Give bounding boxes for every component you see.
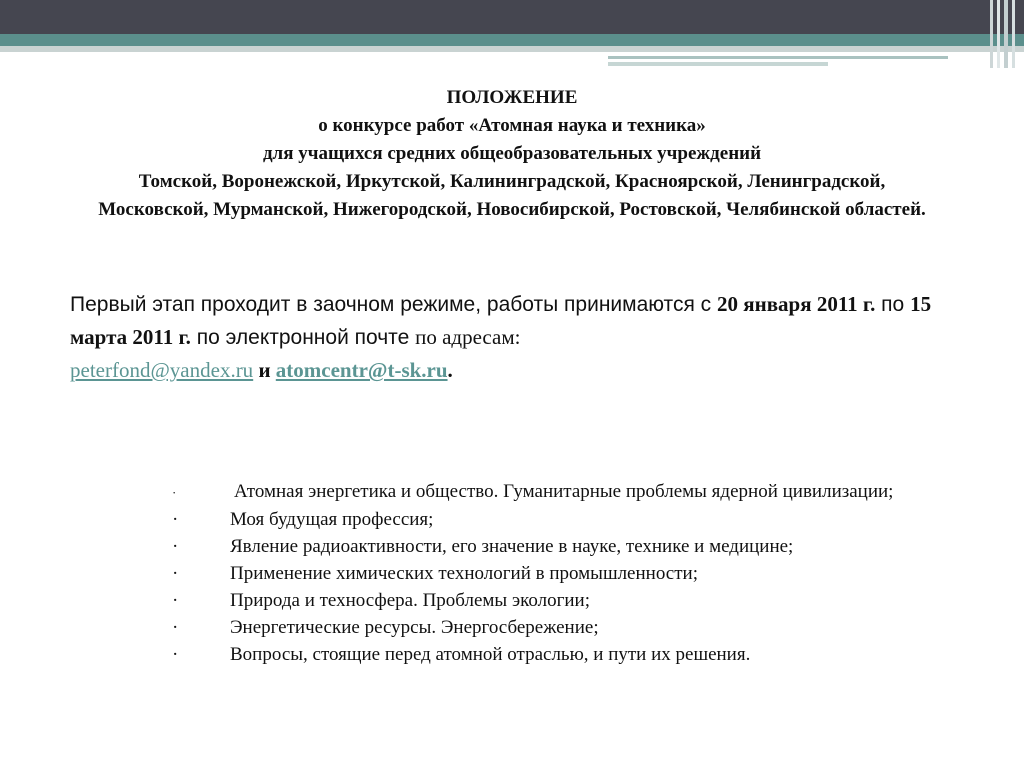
list-item <box>172 560 937 587</box>
bullet: · <box>172 617 179 638</box>
header-accent-line <box>608 62 828 66</box>
document-title-block <box>0 84 1024 224</box>
bullet: · <box>172 644 179 665</box>
intro-conjunction: и <box>253 358 276 382</box>
list-item-text: Применение химических технологий в промышленности; <box>230 563 698 584</box>
header-band-dark <box>0 0 1024 34</box>
bullet: · <box>172 563 179 584</box>
intro-text: по адресам: <box>415 325 521 349</box>
intro-paragraph <box>70 288 950 387</box>
regions-line: Томской, Воронежской, Иркутской, Калининградской, Красноярской, Ленинградской, <box>138 171 886 192</box>
email-link-atomcentr[interactable]: atomcentr@t-sk.ru <box>275 358 448 382</box>
list-item <box>172 478 937 506</box>
document-title: ПОЛОЖЕНИЕ <box>446 87 578 108</box>
list-item-text: Явление радиоактивности, его значение в науке, технике и медицине; <box>230 536 794 557</box>
list-item-text: Природа и техносфера. Проблемы экологии; <box>230 590 591 611</box>
header-vertical-stripe <box>997 0 1000 68</box>
bullet: · <box>172 509 179 530</box>
intro-text: по <box>875 293 911 316</box>
date-from: 20 января 2011 г. <box>716 292 876 316</box>
header-vertical-stripe <box>990 0 993 68</box>
list-item-text: Атомная энергетика и общество. Гуманитарные проблемы ядерной цивилизации; <box>234 481 894 502</box>
bullet: · <box>172 590 179 611</box>
regions-line: Московской, Мурманской, Нижегородской, Новосибирской, Ростовской, Челябинской областей. <box>98 199 926 220</box>
list-item <box>172 506 937 533</box>
list-item-text: Энергетические ресурсы. Энергосбережение; <box>230 617 599 638</box>
topics-list <box>172 478 937 668</box>
intro-text: Первый этап проходит в заочном режиме, работы принимаются с <box>70 293 717 316</box>
document-subtitle: о конкурсе работ «Атомная наука и техника» <box>318 115 706 136</box>
list-item-text: Вопросы, стоящие перед атомной отраслью, и пути их решения. <box>230 644 751 665</box>
bullet: · <box>172 485 177 500</box>
header-accent-line <box>608 56 948 59</box>
date-to: 15 марта 2011 г. <box>70 292 932 349</box>
intro-text: . <box>447 358 453 382</box>
list-item <box>172 641 937 668</box>
header-vertical-stripe <box>1012 0 1015 68</box>
email-link-peterfond[interactable]: peterfond@yandex.ru <box>70 358 254 382</box>
list-item <box>172 614 937 641</box>
header-band-teal <box>0 34 1024 46</box>
bullet: · <box>172 536 179 557</box>
header-vertical-stripe <box>1004 0 1008 68</box>
list-item <box>172 533 937 560</box>
header-band-light <box>0 46 1024 52</box>
intro-text: по электронной почте <box>190 326 416 349</box>
document-subtitle: для учащихся средних общеобразовательных учреждений <box>262 143 762 164</box>
list-item-text: Моя будущая профессия; <box>230 509 434 530</box>
list-item <box>172 587 937 614</box>
